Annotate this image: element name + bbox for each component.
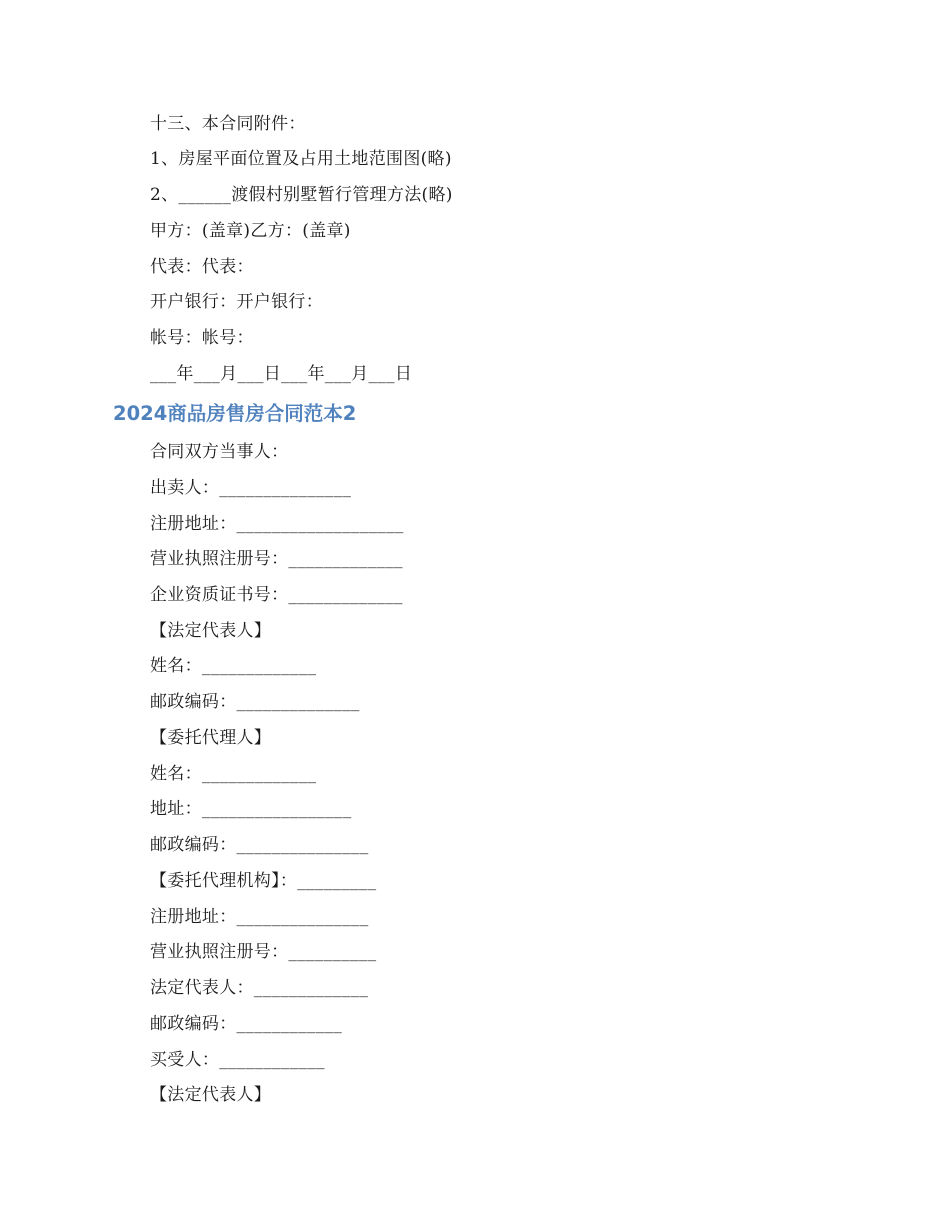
text-line: ___年___月___日___年___月___日 <box>150 364 413 384</box>
text-line: 出卖人：_______________ <box>150 478 352 498</box>
text-line: 营业执照注册号：__________ <box>150 942 377 962</box>
text-line: 营业执照注册号：_____________ <box>150 549 403 569</box>
text-line: 甲方：(盖章)乙方：(盖章) <box>150 221 351 241</box>
text-line: 注册地址：___________________ <box>150 514 404 534</box>
text-line: 【法定代表人】 <box>150 621 272 641</box>
text-line: 地址：_________________ <box>150 799 352 819</box>
text-line: 注册地址：_______________ <box>150 907 369 927</box>
text-line: 十三、本合同附件： <box>150 114 306 134</box>
text-line: 邮政编码：____________ <box>150 1014 343 1034</box>
text-line: 1、房屋平面位置及占用土地范围图(略) <box>150 149 452 169</box>
text-line: 2、______渡假村别墅暂行管理方法(略) <box>150 185 453 205</box>
text-line: 姓名：_____________ <box>150 656 317 676</box>
text-line: 法定代表人：_____________ <box>150 978 369 998</box>
text-line: 帐号：帐号： <box>150 328 254 348</box>
text-line: 姓名：_____________ <box>150 764 317 784</box>
text-line: 买受人：____________ <box>150 1050 325 1070</box>
section-heading: 2024商品房售房合同范本2 <box>113 402 357 425</box>
text-line: 企业资质证书号：_____________ <box>150 585 403 605</box>
text-line: 【委托代理人】 <box>150 728 272 748</box>
text-line: 代表：代表： <box>150 257 254 277</box>
text-line: 邮政编码：_______________ <box>150 835 369 855</box>
text-line: 【法定代表人】 <box>150 1085 272 1105</box>
text-line: 【委托代理机构】：_________ <box>150 871 377 891</box>
text-line: 邮政编码：______________ <box>150 692 360 712</box>
text-line: 开户银行：开户银行： <box>150 292 323 312</box>
text-line: 合同双方当事人： <box>150 442 289 462</box>
